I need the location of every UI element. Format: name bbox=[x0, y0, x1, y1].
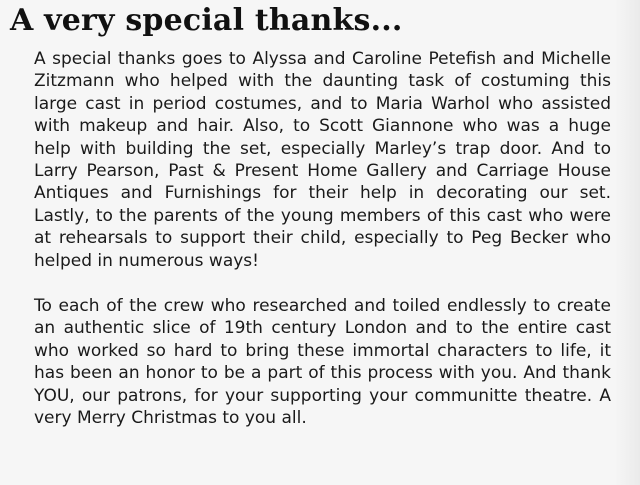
thanks-text bbox=[34, 48, 611, 430]
page-title: A very special thanks... bbox=[10, 3, 403, 38]
page-edge-shadow bbox=[614, 0, 640, 485]
paragraph-crew-and-cast: To each of the crew who researched and toiled endlessly to create an authentic slice of 19th century London and to the entire cast who worked so hard to bring these immortal characters to life, it has been an honor to be a part of this process with you. And thank YOU, our patrons, for your supporting your communitte theatre. A very Merry Christmas to you all. bbox=[34, 296, 611, 429]
paragraph-special-thanks: A special thanks goes to Alyssa and Caroline Petefish and Michelle Zitzmann who helped with the daunting task of costuming this large cast in period costumes, and to Maria Warhol who assisted with makeup and hair. Also, to Scott Giannone who was a huge help with building the set, especially Marley’s trap door. And to Larry Pearson, Past & Present Home Gallery and Carriage House Antiques and Furnishings for their help in decorating our set. Lastly, to the parents of the young members of this cast who were at rehearsals to support their child, especially to Peg Becker who helped in numerous ways! bbox=[34, 49, 611, 271]
